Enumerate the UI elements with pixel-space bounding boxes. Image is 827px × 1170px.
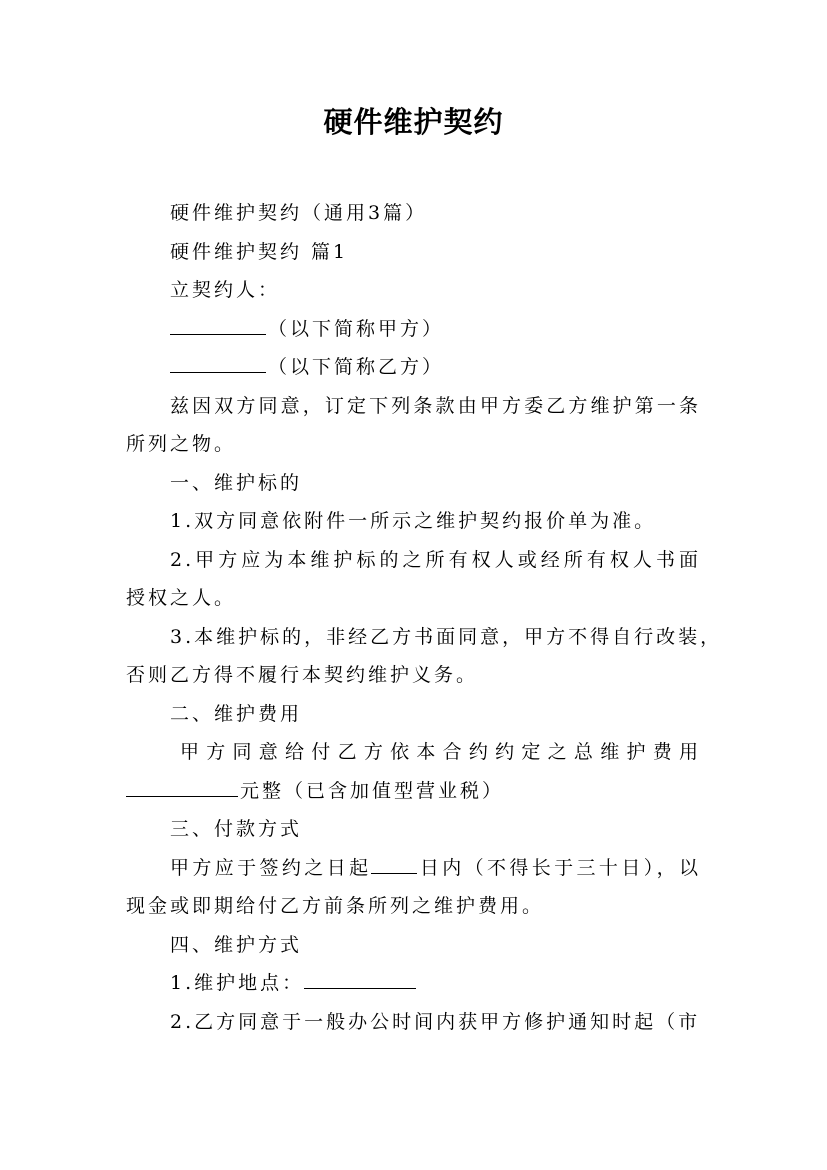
- paragraph-line: 2.甲方应为本维护标的之所有权人或经所有权人书面: [170, 548, 701, 571]
- fee-text: 元整（已含加值型营业税）: [240, 779, 505, 802]
- paragraph-line: 立契约人：: [170, 279, 281, 301]
- paragraph-line: 兹因双方同意，订定下列条款由甲方委乙方维护第一条: [170, 394, 701, 417]
- paragraph-line: 1.双方同意依附件一所示之维护契约报价单为准。: [170, 510, 657, 532]
- blank-underline: [170, 350, 266, 373]
- blank-underline: [371, 851, 417, 874]
- location-line: [126, 964, 701, 1003]
- blank-underline: [126, 774, 238, 797]
- paragraph-line: 甲方同意给付乙方依本合约约定之总维护费用: [180, 741, 701, 763]
- party-b-line: [126, 348, 701, 387]
- payment-text-2: 日内（不得长于三十日），以: [419, 856, 701, 879]
- party-b-text: （以下简称乙方）: [268, 356, 445, 378]
- subtitle-line: 硬件维护契约（通用3篇）: [170, 202, 428, 224]
- blank-underline: [304, 966, 416, 989]
- paragraph-line: 授权之人。: [126, 587, 237, 609]
- blank-underline: [170, 312, 266, 335]
- section-heading: 四、维护方式: [170, 933, 303, 956]
- payment-line: [126, 849, 701, 888]
- paragraph-line: 现金或即期给付乙方前条所列之维护费用。: [126, 895, 545, 917]
- paragraph-line: 所列之物。: [126, 433, 237, 455]
- payment-text-1: 甲方应于签约之日起: [170, 856, 372, 879]
- section-heading: 一、维护标的: [170, 471, 303, 494]
- section-heading: 二、维护费用: [170, 702, 303, 725]
- location-text: 1.维护地点：: [170, 972, 305, 994]
- paragraph-line: 2.乙方同意于一般办公时间内获甲方修护通知时起（市: [170, 1010, 701, 1033]
- party-a-text: （以下简称甲方）: [268, 317, 445, 340]
- party-a-line: [126, 310, 701, 349]
- paragraph-line: 否则乙方得不履行本契约维护义务。: [126, 664, 479, 686]
- document-title: 硬件维护契约: [323, 105, 504, 139]
- section-heading: 三、付款方式: [170, 818, 303, 840]
- paragraph-line: 3.本维护标的，非经乙方书面同意，甲方不得自行改装，: [170, 625, 723, 648]
- section-heading: 硬件维护契约 篇1: [170, 240, 349, 263]
- fee-line: [126, 772, 701, 811]
- document-body: [126, 194, 723, 1041]
